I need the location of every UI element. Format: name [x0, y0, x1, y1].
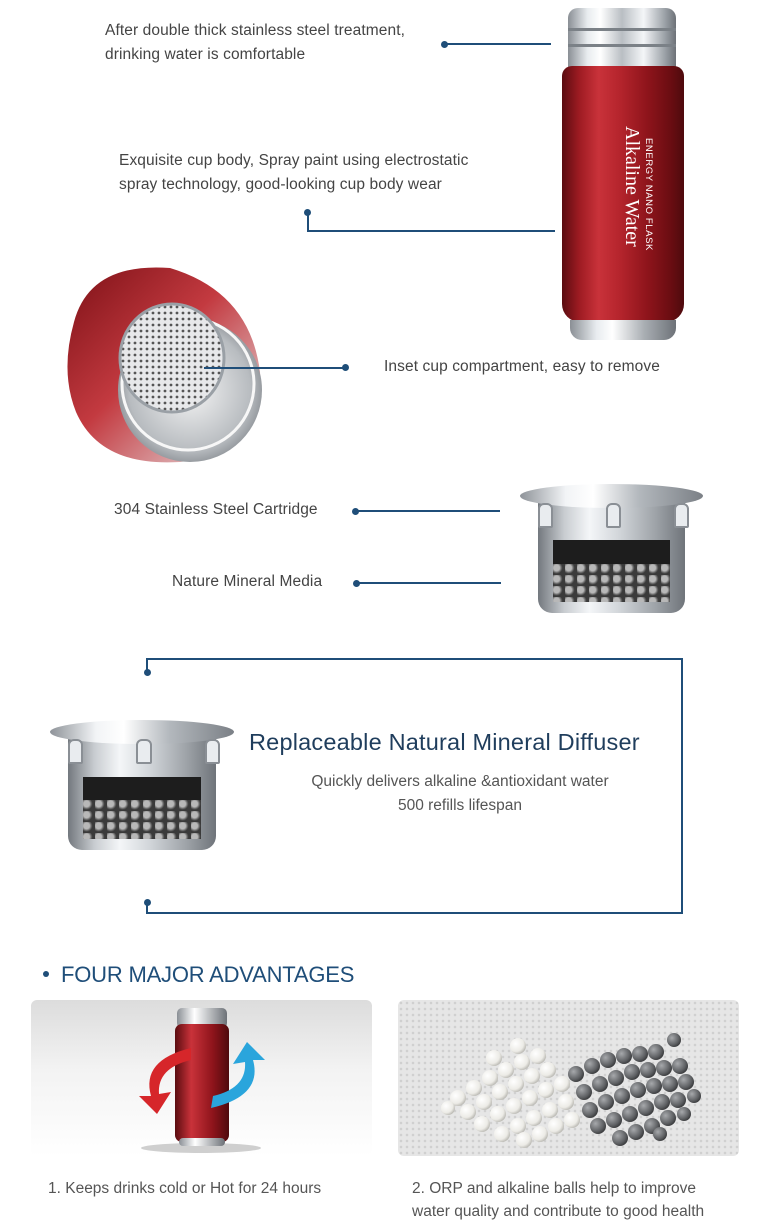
callout-cup-body [119, 149, 519, 197]
callout-cup-body-line1: Exquisite cup body, Spray paint using electrostatic [119, 152, 469, 169]
callout-stainless-steel-line2: drinking water is comfortable [105, 46, 306, 63]
callout-line [355, 510, 500, 512]
frame-line [681, 658, 683, 914]
advantage-caption-1-line1: 1. Keeps drinks cold or Hot for 24 hours [48, 1180, 322, 1197]
frame-dot [144, 899, 151, 906]
diffuser-image [50, 720, 234, 855]
cartridge-tab [68, 739, 83, 765]
callout-inset-cup: Inset cup compartment, easy to remove [384, 358, 660, 375]
frame-line [146, 658, 148, 673]
callout-stainless-steel-line1: After double thick stainless steel treatment, [105, 22, 406, 39]
diffuser-title: Replaceable Natural Mineral Diffuser [249, 729, 640, 755]
flask-cap [568, 8, 676, 70]
cartridge-image [520, 484, 703, 618]
flask-cap-ring [568, 44, 676, 47]
thermal-flask-image [31, 1000, 372, 1156]
mineral-balls-image [398, 1000, 739, 1156]
diffuser-line2: 500 refills lifespan [397, 797, 523, 814]
flask-label [620, 126, 654, 326]
advantage-caption-2-line2: water quality and contribute to good health [412, 1203, 705, 1220]
cartridge-window [553, 540, 670, 602]
advantage-caption-2-line1: 2. ORP and alkaline balls help to improve [412, 1180, 697, 1197]
diffuser-line1: Quickly delivers alkaline &antioxidant water [311, 773, 609, 790]
frame-line [146, 658, 683, 660]
callout-line [356, 582, 501, 584]
callout-line [444, 43, 551, 45]
inner-cup-image [60, 262, 265, 467]
advantage-caption-2 [412, 1177, 752, 1223]
cartridge-tab [538, 503, 553, 528]
callout-line [307, 212, 309, 232]
cartridge-tab [674, 503, 689, 528]
callout-cartridge: 304 Stainless Steel Cartridge [114, 501, 318, 518]
callout-dot [342, 364, 349, 371]
callout-line [307, 230, 555, 232]
section-bullet [43, 971, 49, 977]
callout-line [204, 367, 345, 369]
white-balls [441, 1038, 580, 1148]
callout-cup-body-line2: spray technology, good-looking cup body wear [119, 176, 442, 193]
gray-balls [568, 1033, 701, 1146]
frame-line [146, 912, 683, 914]
advantage-card-thermal [31, 1000, 372, 1156]
flask-image [560, 8, 686, 338]
cartridge-tab [606, 503, 621, 528]
advantage-caption-1 [48, 1177, 378, 1200]
mineral-balls [553, 564, 670, 602]
advantages-title: FOUR MAJOR ADVANTAGES [61, 962, 355, 987]
advantage-card-orp [398, 1000, 739, 1156]
callout-mineral-media: Nature Mineral Media [172, 573, 323, 590]
flask-cap-ring [568, 28, 676, 31]
flask-label-small: ENERGY NANO FLASK [643, 138, 654, 251]
cartridge-tab [136, 739, 151, 765]
callout-stainless-steel [105, 19, 445, 67]
flask-label-big: Alkaline Water [621, 126, 643, 247]
cartridge-tab [205, 739, 220, 765]
cartridge-window [83, 777, 201, 839]
mineral-balls [83, 800, 201, 838]
